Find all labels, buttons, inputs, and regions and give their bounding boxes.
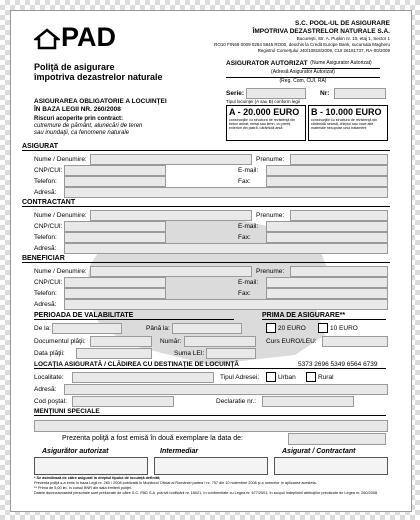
insured-firstname-input[interactable] <box>290 154 388 165</box>
nr-input[interactable] <box>334 88 386 99</box>
risks-label: Riscuri acoperite prin contract: <box>34 116 124 122</box>
validity-to-label: Până la: <box>146 325 170 332</box>
type-b-desc: construcţiile cu structura de rezistenţă din cărămidă nearsă, chirpici sau orice alte materiale nesupuse unui tratament <box>311 118 378 131</box>
insured-email-label: E-mail: <box>238 167 259 174</box>
payment-date-input[interactable] <box>76 348 152 359</box>
issuer-registry: Registrul Comerţului J40/10818/2009, CUI 26181737, RA-00/2009 <box>257 48 390 53</box>
nr-label: Nr: <box>320 90 330 97</box>
section-insured: ASIGURAT <box>22 143 390 151</box>
insured-email-input[interactable] <box>266 165 388 176</box>
rural-checkbox[interactable] <box>306 372 316 382</box>
insured-cnp-label: CNP/CUI: <box>34 167 63 174</box>
beneficiary-email-label: E-mail: <box>238 279 259 286</box>
urban-checkbox[interactable] <box>266 372 276 382</box>
location-address-input[interactable] <box>64 384 388 395</box>
beneficiary-name-label: Nume / Denumire: <box>34 268 87 275</box>
contractor-email-label: E-mail: <box>238 223 259 230</box>
postal-code-input[interactable] <box>72 396 174 407</box>
premium-20-checkbox[interactable] <box>266 323 276 333</box>
policy-title: Poliţă de asigurare <box>34 62 115 72</box>
insured-name-label: Nume / Denumire: <box>34 156 87 163</box>
sig-insurer-box[interactable] <box>34 457 148 475</box>
insured-firstname-label: Prenume: <box>256 156 285 163</box>
payment-doc-label: Documentul plăţii: <box>34 338 86 345</box>
issue-date-input[interactable] <box>288 433 386 445</box>
payment-number-label: Număr: <box>160 338 182 345</box>
insured-cnp-input[interactable] <box>64 165 166 176</box>
obligation-line2: ÎN BAZA LEGII NR. 260/2008 <box>34 106 121 113</box>
section-validity: PERIOADA DE VALABILITATE <box>34 312 234 320</box>
contractor-phone-input[interactable] <box>64 232 166 243</box>
exchange-rate-label: Curs EURO/LEU: <box>266 338 317 345</box>
mentions-input[interactable] <box>34 420 388 432</box>
footnote-4: Datele dumneavoastră personale sunt prelucrate de către S.C. PAD S.A. potrivit notificării nr. 16021, în conformitate cu Legea nr. 677/2001, în scopul îndeplinirii atribuţiilor prevăzute de Legea nr. 260/2008. <box>34 491 379 495</box>
section-contractor: CONTRACTANT <box>22 199 390 207</box>
beneficiary-name-input[interactable] <box>90 266 252 277</box>
payment-date-label: Data plăţii: <box>34 350 65 357</box>
payment-number-input[interactable] <box>184 336 256 347</box>
issuer-address: Bucureşti, Str. A. Pușkin nr. 10, etaj 1, Sector 1 <box>296 36 390 41</box>
authorized-insurer-name-field[interactable]: (Nume Asigurator Autorizat) <box>302 60 380 69</box>
contractor-address-label: Adresă: <box>34 245 57 252</box>
risks-line2: sau inundaţii, ca fenomene naturale <box>34 130 130 136</box>
sig-client-box[interactable] <box>274 457 388 475</box>
authorized-insurer-address-field[interactable]: (Adresă Asigurator Autorizat) <box>226 69 380 78</box>
type-a-box[interactable] <box>226 105 306 141</box>
insured-phone-label: Telefon: <box>34 178 57 185</box>
beneficiary-phone-input[interactable] <box>64 288 166 299</box>
authorized-insurer-reg-note: (Reg. Com, CUI, RA) <box>279 78 327 84</box>
sum-lei-input[interactable] <box>206 348 256 359</box>
house-icon <box>34 28 60 50</box>
logo-text: PAD <box>61 22 117 52</box>
address-type-label: Tipul Adresei: <box>220 374 260 381</box>
contractor-name-input[interactable] <box>90 210 252 221</box>
beneficiary-fax-input[interactable] <box>266 288 388 299</box>
section-premium: PRIMA DE ASIGURARE** <box>262 312 386 320</box>
obligation-line1: ASIGURAREA OBLIGATORIE A LOCUINŢEI <box>34 98 167 105</box>
sig-intermediary-label: Intermediar <box>160 448 199 455</box>
footnote-1: * Se asimilează de către asigurat în dreptul tipului de locuinţă definită; <box>34 476 161 480</box>
insured-fax-label: Fax: <box>238 178 251 185</box>
postal-code-label: Cod poştal: <box>34 398 67 405</box>
exchange-rate-input[interactable] <box>322 336 388 347</box>
insured-address-input[interactable] <box>64 187 388 198</box>
beneficiary-fax-label: Fax: <box>238 290 251 297</box>
issuer-bank: RO10 FIN69 0009 0284 5845 RO00, deschis la Credit Europe Bank, sucursala Magheru <box>214 42 390 47</box>
premium-20-label: 20 EURO <box>278 325 306 332</box>
beneficiary-cnp-input[interactable] <box>64 277 166 288</box>
validity-from-label: De la: <box>34 325 51 332</box>
type-a-desc: construcţiile cu structura de rezistenţă din beton armat, metal sau lemn, cu pereţi exteriori din piatră, cărămidă arsă <box>229 118 296 131</box>
contractor-phone-label: Telefon: <box>34 234 57 241</box>
insured-name-input[interactable] <box>90 154 252 165</box>
premium-10-checkbox[interactable] <box>318 323 328 333</box>
type-b-box[interactable] <box>308 105 388 141</box>
location-code: 5373 2696 5349 6564 6739 <box>298 361 378 368</box>
beneficiary-cnp-label: CNP/CUI: <box>34 279 63 286</box>
beneficiary-phone-label: Telefon: <box>34 290 57 297</box>
contractor-fax-input[interactable] <box>266 232 388 243</box>
contractor-address-input[interactable] <box>64 243 388 254</box>
section-mentions: MENŢIUNI SPECIALE <box>34 408 386 416</box>
premium-10-label: 10 EURO <box>330 325 358 332</box>
urban-label: Urban <box>278 374 296 381</box>
issuer-name: S.C. POOL-UL DE ASIGURARE <box>295 20 390 27</box>
contractor-firstname-input[interactable] <box>290 210 388 221</box>
risks-line1: cutremure de pământ, alunecări de teren <box>34 123 143 129</box>
contractor-cnp-label: CNP/CUI: <box>34 223 63 230</box>
validity-to-input[interactable] <box>172 323 242 334</box>
beneficiary-firstname-label: Prenume: <box>256 268 285 275</box>
issuer-fullname: ÎMPOTRIVA DEZASTRELOR NATURALE S.A. <box>252 28 390 35</box>
type-b-label: B - 10.000 EURO <box>311 107 382 117</box>
contractor-name-label: Nume / Denumire: <box>34 212 87 219</box>
type-note: Tipul locuinţei (A sau B) conform legii <box>226 99 300 104</box>
type-a-label: A - 20.000 EURO <box>229 107 300 117</box>
serie-label: Serie: <box>226 90 245 97</box>
locality-label: Localitate: <box>34 374 64 381</box>
sum-lei-label: Suma LEI: <box>174 350 205 357</box>
beneficiary-email-input[interactable] <box>266 277 388 288</box>
footnote-2: Prezenta poliţă s-a emis în baza Legii nr. 260 / 2008 publicată în Monitorul Oficial al României partea I nr. 757 din 10 noiembrie 2008 şi a normelor în aplicarea acesteia. <box>34 481 317 485</box>
section-location-title: LOCAŢIA ASIGURATĂ / CLĂDIREA CU DESTINAŢIE DE LOCUINŢĂ <box>34 361 239 368</box>
declaration-input[interactable] <box>262 396 354 407</box>
payment-doc-input[interactable] <box>90 336 152 347</box>
issued-text: Prezenta poliţă a fost emisă în două exemplare la data de: <box>62 435 243 442</box>
sig-intermediary-box[interactable] <box>154 457 268 475</box>
beneficiary-address-label: Adresă: <box>34 301 57 308</box>
validity-from-input[interactable] <box>52 323 122 334</box>
footnote-3: ** Prima de 5,00 lei, în cursul BNR din data emiterii poliţei. <box>34 486 132 490</box>
insured-phone-input[interactable] <box>64 176 166 187</box>
beneficiary-address-input[interactable] <box>64 299 388 310</box>
policy-subtitle: împotriva dezastrelor naturale <box>34 72 163 82</box>
insured-address-label: Adresă: <box>34 189 57 196</box>
sig-insurer-label: Asigurător autorizat <box>42 448 109 455</box>
locality-input[interactable] <box>72 372 214 383</box>
section-beneficiary: BENEFICIAR <box>22 255 390 263</box>
rural-label: Rural <box>318 374 334 381</box>
contractor-fax-label: Fax: <box>238 234 251 241</box>
beneficiary-firstname-input[interactable] <box>290 266 388 277</box>
location-address-label: Adresă: <box>34 386 57 393</box>
authorized-insurer-label: ASIGURATOR AUTORIZAT <box>226 60 308 67</box>
contractor-email-input[interactable] <box>266 221 388 232</box>
declaration-label: Declaratie nr.: <box>216 398 257 405</box>
contractor-cnp-input[interactable] <box>64 221 166 232</box>
serie-input[interactable] <box>246 88 306 99</box>
contractor-firstname-label: Prenume: <box>256 212 285 219</box>
sig-client-label: Asigurat / Contractant <box>282 448 356 455</box>
insured-fax-input[interactable] <box>266 176 388 187</box>
